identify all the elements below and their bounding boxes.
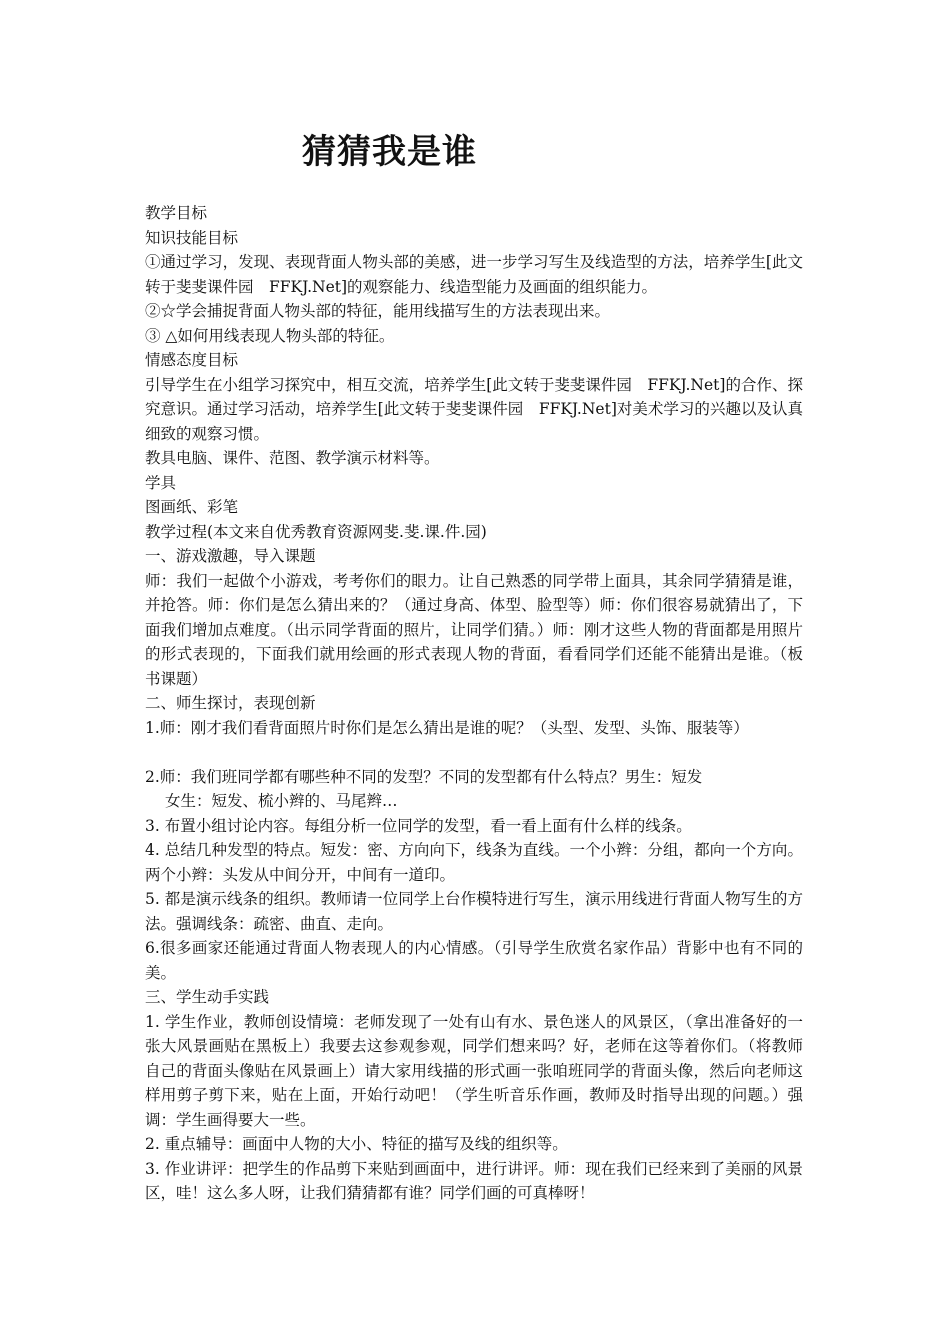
emotion-goal-paragraph: 引导学生在小组学习探究中，相互交流，培养学生[此文转于斐斐课件园 FFKJ.Net]的合作、探究意识。通过学习活动，培养学生[此文转于斐斐课件园 FFKJ.Net]对美术学习的兴趣以及认真细致的观察习惯。	[145, 375, 803, 443]
section-3-item-3: 3. 作业讲评：把学生的作品剪下来贴到画面中，进行讲评。师：现在我们已经来到了美丽的风景区，哇！这么多人呀，让我们猜猜都有谁？同学们画的可真棒呀！	[145, 1159, 803, 1202]
section-2-item-2-continuation: 女生：短发、梳小辫的、马尾辫…	[165, 792, 398, 810]
section-2-item-2: 2.师：我们班同学都有哪些种不同的发型？不同的发型都有什么特点？男生：短发	[145, 767, 703, 786]
section-2-heading: 二、师生探讨，表现创新	[145, 694, 316, 712]
goal-item-2: ②☆学会捕捉背面人物头部的特征，能用线描写生的方法表现出来。	[145, 302, 611, 320]
heading-knowledge-skill-goals: 知识技能目标	[145, 228, 239, 247]
document-body	[145, 201, 803, 1206]
section-3-item-2: 2. 重点辅导：画面中人物的大小、特征的描写及线的组织等。	[145, 1135, 568, 1153]
section-3-item-1: 1. 学生作业，教师创设情境：老师发现了一处有山有水、景色迷人的风景区，（拿出准备好的一张大风景画贴在黑板上）我要去这参观参观，同学们想来吗？好，老师在这等着你们。（将教师自己的背面头像贴在风景画上）请大家用线描的形式画一张咱班同学的背面头像，然后向老师这样用剪子剪下来，贴在上面，开始行动吧！（学生听音乐作画，教师及时指导出现的问题。）强调：学生画得要大一些。	[145, 1012, 803, 1129]
section-3-heading: 三、学生动手实践	[145, 988, 270, 1006]
section-2-item-3: 3. 布置小组讨论内容。每组分析一位同学的发型，看一看上面有什么样的线条。	[145, 816, 692, 835]
section-2-item-4: 4. 总结几种发型的特点。短发：密、方向向下，线条为直线。一个小辫：分组，都向一个方向。两个小辫：头发从中间分开，中间有一道印。	[145, 841, 803, 884]
heading-teaching-process: 教学过程(本文来自优秀教育资源网斐.斐.课.件.园)	[145, 522, 487, 541]
document-title: 猜猜我是谁	[302, 132, 477, 172]
section-1-paragraph: 师：我们一起做个小游戏，考考你们的眼力。让自己熟悉的同学带上面具，其余同学猜猜是谁，并抢答。师：你们是怎么猜出来的？（通过身高、体型、脸型等）师：你们很容易就猜出了，下面我们增加点难度。（出示同学背面的照片，让同学们猜。）师：刚才这些人物的背面都是用照片的形式表现的，下面我们就用绘画的形式表现人物的背面，看看同学们还能不能猜出是谁。（板书课题）	[145, 571, 803, 688]
blank-line	[145, 740, 803, 765]
student-tools: 图画纸、彩笔	[145, 498, 239, 516]
section-1-heading: 一、游戏激趣，导入课题	[145, 547, 316, 565]
heading-emotion-attitude-goals: 情感态度目标	[145, 351, 239, 369]
section-2-item-6: 6.很多画家还能通过背面人物表现人的内心情感。（引导学生欣赏名家作品）背影中也有不同的美。	[145, 939, 803, 982]
heading-teaching-goals: 教学目标	[145, 204, 208, 222]
goal-item-3: ③ △如何用线表现人物头部的特征。	[145, 326, 395, 345]
teaching-aids: 教具电脑、课件、范图、教学演示材料等。	[145, 449, 440, 467]
goal-item-1: ①通过学习，发现、表现背面人物头部的美感，进一步学习写生及线造型的方法，培养学生[此文转于斐斐课件园 FFKJ.Net]的观察能力、线造型能力及画面的组织能力。	[145, 253, 803, 296]
heading-student-tools: 学具	[145, 473, 177, 492]
section-2-item-1: 1.师：刚才我们看背面照片时你们是怎么猜出是谁的呢？（头型、发型、头饰、服装等）	[145, 718, 749, 737]
section-2-item-5: 5. 都是演示线条的组织。教师请一位同学上台作模特进行写生，演示用线进行背面人物写生的方法。强调线条：疏密、曲直、走向。	[145, 890, 803, 933]
